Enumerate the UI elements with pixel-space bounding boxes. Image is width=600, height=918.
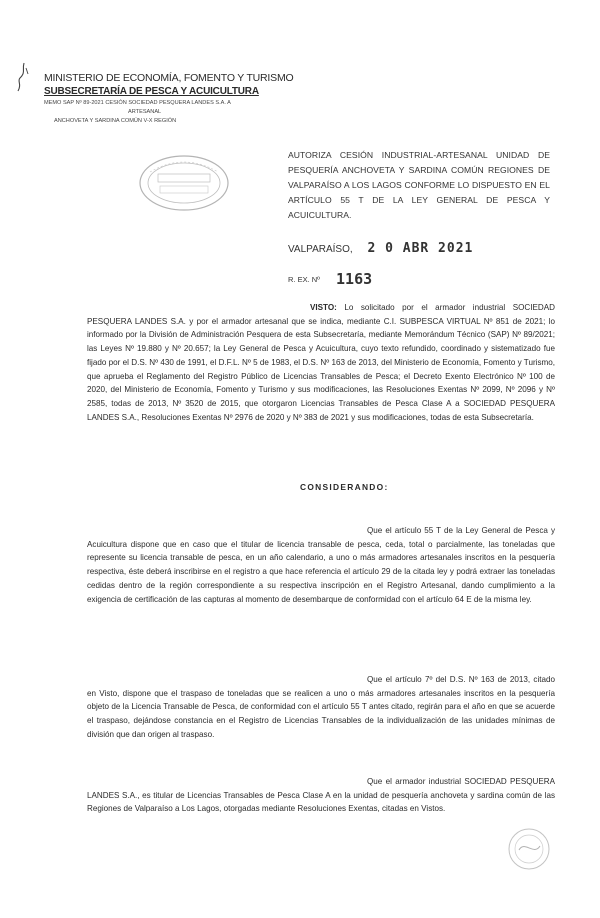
handwritten-mark-icon [14, 62, 32, 92]
received-stamp-icon [136, 152, 232, 214]
date-value: 2 0 ABR 2021 [367, 241, 474, 256]
ministry-name: MINISTERIO DE ECONOMÍA, FOMENTO Y TURISMO [44, 72, 294, 84]
visto-text: Lo solicitado por el armador industrial SOCIEDAD PESQUERA LANDES S.A. y por el armador artesanal que se indica, mediante C.I. SUBPESCA VIRTUAL Nº 851 de 2021; lo informado por la División de Administración Pesquera de esta Subsecretaría, mediante Memorándum Técnico (SAP) Nº 89/2021; las Leyes Nº 19.880 y Nº 20.657; la Ley General de Pesca y Acuicultura, cuyo texto refundido, coordinado y sistematizado fue fijado por el D.S. Nº 430 de 1991, el D.F.L. Nº 5 de 1983, el D.S. Nº 163 de 2013, del Ministerio de Economía, Fomento y Turismo, que aprueba el Reglamento del Registro Público de Licencias Transables de Pesca; el Decreto Exento Electrónico Nº 100 de 2020, del Ministerio de Economía, Fomento y Turismo y sus modificaciones, las Resoluciones Exentas Nº 2099, Nº 2096 y Nº 2585, todas de 2013, Nº 3520 de 2015, que otorgaron Licencias Transables de Pesca Clase A a SOCIEDAD PESQUERA LANDES S.A., Resoluciones Exentas Nº 2976 de 2020 y Nº 383 de 2021 y sus modificaciones, todas de esta Subsecretaría. [87, 303, 555, 422]
visto-lead: VISTO: [310, 303, 337, 312]
visto-paragraph [87, 301, 555, 424]
subsecretaria-name: SUBSECRETARÍA DE PESCA Y ACUICULTURA [44, 86, 259, 97]
memo-line: ANCHOVETA Y SARDINA COMÚN V-X REGIÓN [54, 118, 177, 124]
memo-line: ARTESANAL [128, 109, 162, 115]
resolution-number: 1163 [336, 270, 373, 288]
date-place: VALPARAÍSO, [288, 244, 353, 255]
document-header [44, 72, 304, 126]
memo-reference [44, 99, 304, 126]
considerando-heading: CONSIDERANDO: [300, 482, 389, 492]
considerando-paragraph: Que el armador industrial SOCIEDAD PESQUERA LANDES S.A., es titular de Licencias Transables de Pesca Clase A en la unidad de pesquería anchoveta y sardina común de las Regiones de Valparaíso a Los Lagos, otorgadas mediante Resoluciones Exentas, citadas en Vistos. [87, 777, 555, 814]
resolution-number-line [288, 268, 372, 286]
initials-stamp-icon [504, 826, 554, 872]
resolution-title: AUTORIZA CESIÓN INDUSTRIAL-ARTESANAL UNIDAD DE PESQUERÍA ANCHOVETA Y SARDINA COMÚN REGIONES DE VALPARAÍSO A LOS LAGOS CONFORME LO DISPUESTO EN EL ARTÍCULO 55 T DE LA LEY GENERAL DE PESCA Y ACUICULTURA. [288, 150, 550, 220]
memo-line: MEMO SAP Nº 89-2021 CESIÓN SOCIEDAD PESQUERA LANDES S.A. A [44, 100, 231, 106]
date-line [288, 241, 473, 256]
considerando-paragraph: Que el artículo 55 T de la Ley General de Pesca y Acuicultura dispone que en caso que el titular de licencia transable de pesca, ceda, total o parcialmente, las toneladas que represente su licencia transable de pesca, en un año calendario, a uno o más armadores artesanales inscritos en la pesquería respectiva, éste deberá inscribirse en el registro a que hace referencia el artículo 29 de la citada ley y podrá extraer las toneladas cedidas dentro de la región correspondiente a su respectiva inscripción en el Registro Artesanal, dando cumplimiento a la exigencia de certificación de las capturas al momento de desembarque de conformidad con el artículo 64 E de la misma ley. [87, 526, 555, 604]
resolution-label: R. EX. Nº [288, 275, 320, 284]
considerando-paragraph: Que el artículo 7º del D.S. Nº 163 de 2013, citado en Visto, dispone que el traspaso de toneladas que se realicen a uno o más armadores artesanales inscritos en la pesquería objeto de la Licencia Transable de Pesca, de conformidad con el artículo 55 T antes citado, regirán para el año en que se acuerde el traspaso, dejándose constancia en el Registro de Licencias Transables de la individualización de las unidades mínimas de división que dan origen al traspaso. [87, 675, 555, 739]
